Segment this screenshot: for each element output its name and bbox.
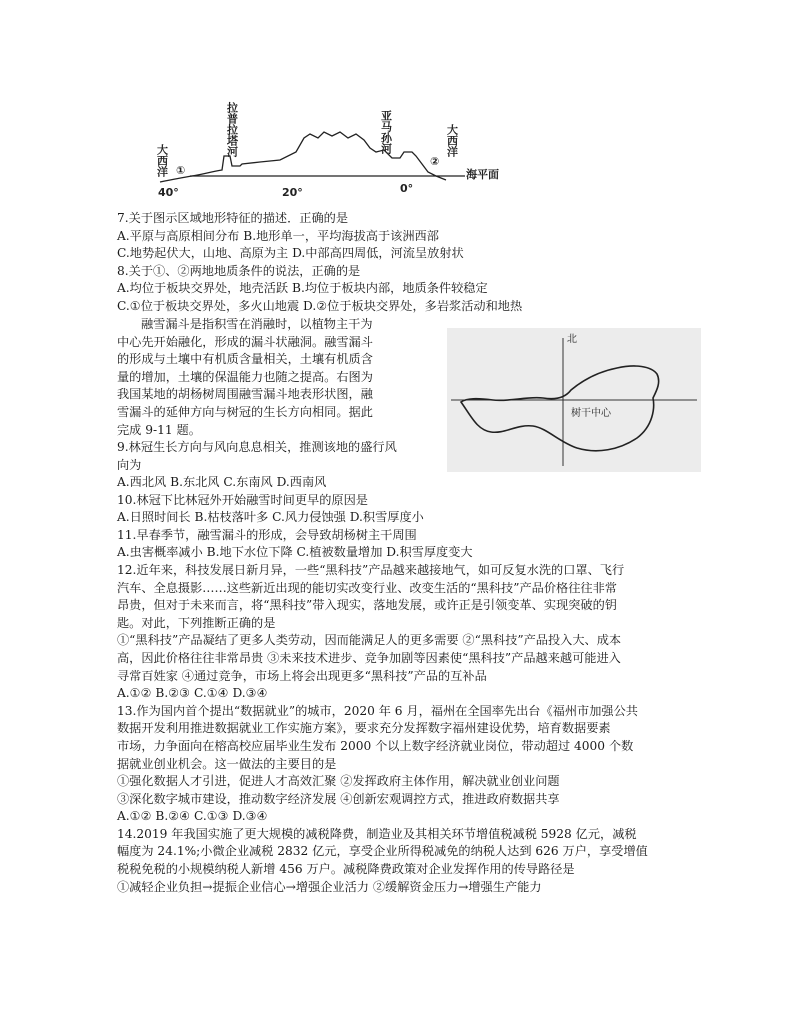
terrain-line	[160, 132, 446, 182]
q12-line5: ①“黑科技”产品凝结了更多人类劳动，因而能满足人的更多需要 ②“黑科技”产品投入大、成本	[117, 633, 622, 648]
snow-funnel-figure	[447, 328, 701, 472]
passage-line3: 的形成与土壤中有机质含量相关，土壤有机质含	[117, 352, 373, 367]
passage-line2: 中心先开始融化，形成的漏斗状融洞。融雪漏斗	[117, 334, 373, 349]
passage-line4: 量的增加，土壤的保温能力也随之提高。右图为	[117, 369, 373, 384]
passage-line5: 我国某地的胡杨树周围融雪漏斗地表形状图，融	[117, 387, 373, 402]
terrain-profile-figure	[150, 92, 520, 204]
q13-line5: ①强化数据人才引进，促进人才高效汇聚 ②发挥政府主体作用，解决就业创业问题	[117, 774, 560, 789]
q13-line4: 据就业创业机会。这一做法的主要目的是	[117, 756, 337, 771]
tick-40: 40°	[158, 186, 179, 199]
q12-line2: 汽车、全息摄影……这些新近出现的能切实改变行业、改变生活的“黑科技”产品价格往往非常	[117, 580, 617, 595]
q13-options: A.①② B.②④ C.①③ D.③④	[117, 809, 268, 824]
snow-passage	[117, 316, 437, 474]
label-sea-level: 海平面	[466, 168, 499, 181]
label-river: 亚马孙河	[379, 110, 393, 154]
q13-line2: 数据开发利用推进数据就业工作实施方案》，要求充分发挥数字福州建设优势，培育数据要素	[117, 721, 611, 736]
q12-line1: 12.近年来，科技发展日新月异，一些“黑科技”产品越来越接地气，如可反复水洗的口罩、飞行	[117, 562, 625, 577]
q8-stem: 8.关于①、②两地地质条件的说法，正确的是	[117, 263, 361, 278]
q12-line3: 昂贵，但对于未来而言，将“黑科技”带入现实，落地发展，或许正是引领变革、实现突破的钥	[117, 598, 617, 613]
label-right-ocean: 大西洋	[445, 124, 459, 157]
terrain-profile-svg	[150, 92, 520, 204]
q13-line6: ③深化数字城市建设，推动数字经济发展 ④创新宏观调控方式，推进政府数据共享	[117, 791, 560, 806]
label-trunk-center: 树干中心	[571, 408, 611, 419]
q10-options: A.日照时间长 B.枯枝落叶多 C.风力侵蚀强 D.积雪厚度小	[117, 510, 424, 525]
q12-line6: 高，因此价格往往非常昂贵 ③未来技术进步、竞争加剧等因素使“黑科技”产品越来越可能进入	[117, 650, 621, 665]
label-north: 北	[567, 334, 577, 345]
q11-stem: 11.早春季节，融雪漏斗的形成，会导致胡杨树主干周围	[117, 527, 417, 542]
q14-line1: 14.2019 年我国实施了更大规模的减税降费，制造业及其相关环节增值税减税 5928 亿元，减税	[117, 826, 637, 841]
label-mountain: 拉普拉塔河	[225, 102, 239, 157]
q7-stem: 7.关于图示区域地形特征的描述．正确的是	[117, 211, 349, 225]
q14-line2: 幅度为 24.1%;小微企业减税 2832 亿元，享受企业所得税减免的纳税人达到 626 万户，享受增值	[117, 844, 648, 859]
q12-options: A.①② B.②③ C.①④ D.③④	[117, 686, 268, 701]
q13-line1: 13.作为国内首个提出“数据就业”的城市，2020 年 6 月，福州在全国率先出台《福州市加强公共	[117, 703, 638, 718]
snow-funnel-svg	[447, 328, 701, 472]
marker-2: ②	[430, 155, 440, 168]
tick-0: 0°	[400, 182, 414, 195]
q10-stem: 10.林冠下比林冠外开始融雪时间更早的原因是	[117, 492, 368, 507]
questions-block	[117, 474, 677, 896]
q9-stem-line1: 9.林冠生长方向与风向息息相关，推测该地的盛行风	[117, 440, 397, 455]
q8-option-line1: A.均位于板块交界处，地壳活跃 B.均位于板块内部，地质条件较稳定	[117, 281, 488, 296]
label-left-ocean: 大西洋	[155, 144, 169, 177]
q7-option-line2: C.地势起伏大，山地、高原为主 D.中部高四周低，河流呈放射状	[117, 246, 464, 261]
q11-options: A.虫害概率减小 B.地下水位下降 C.植被数量增加 D.积雪厚度变大	[117, 545, 473, 560]
q12-line7: 寻常百姓家 ④通过竞争，市场上将会出现更多“黑科技”产品的互补品	[117, 668, 487, 683]
tick-20: 20°	[282, 186, 303, 199]
q9-options: A.西北风 B.东北风 C.东南风 D.西南风	[117, 475, 327, 489]
q7-option-line1: A.平原与高原相间分布 B.地形单一，平均海拔高于该洲西部	[117, 228, 439, 243]
q13-line3: 市场，力争面向在榕高校应届毕业生发布 2000 个以上数字经济就业岗位，带动超过 4000 个数	[117, 738, 634, 753]
q7-q8-block	[117, 210, 677, 316]
q14-line4: ①减轻企业负担→提振企业信心→增强企业活力 ②缓解资金压力→增强生产能力	[117, 879, 542, 894]
q9-stem-line2: 向为	[117, 457, 142, 472]
passage-line1: 融雪漏斗是指积雪在消融时，以植物主干为	[141, 317, 373, 331]
passage-line6: 雪漏斗的延伸方向与树冠的生长方向相同。据此	[117, 404, 373, 419]
passage-line7: 完成 9-11 题。	[117, 422, 201, 437]
marker-1: ①	[176, 164, 186, 177]
q14-line3: 税税免税的小规模纳税人新增 456 万户。减税降费政策对企业发挥作用的传导路径是	[117, 862, 575, 877]
funnel-outline	[461, 366, 659, 451]
q8-option-line2: C.①位于板块交界处，多火山地震 D.②位于板块交界处，多岩浆活动和地热	[117, 298, 523, 313]
q12-line4: 匙。对此，下列推断正确的是	[117, 615, 276, 630]
